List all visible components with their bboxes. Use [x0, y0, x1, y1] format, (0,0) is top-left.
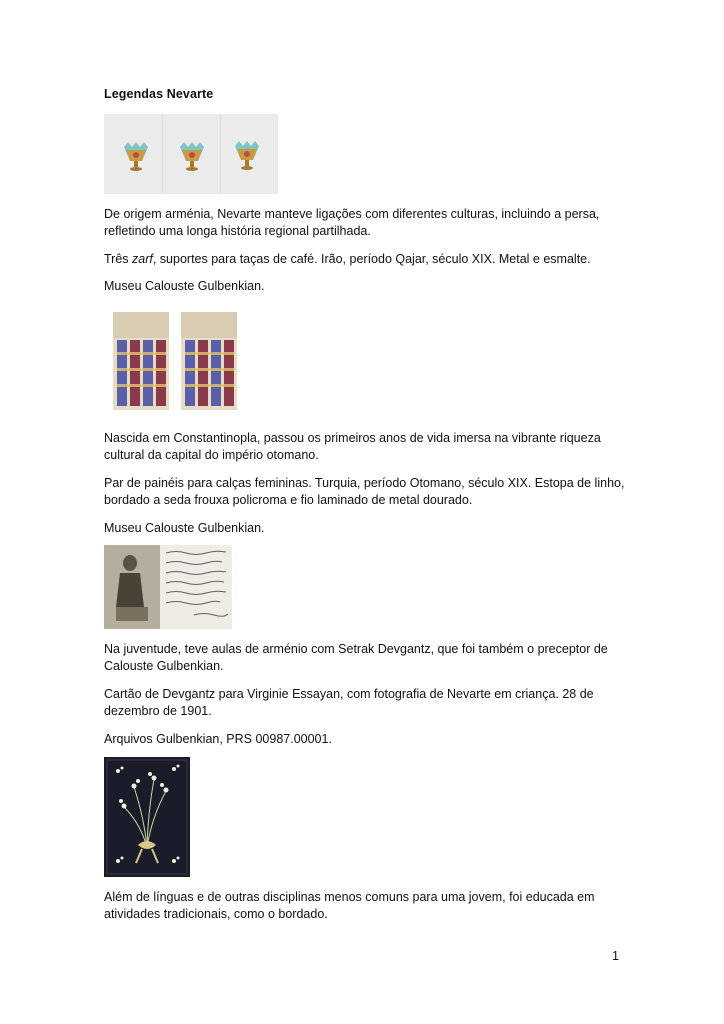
caption-text: Três [104, 252, 133, 266]
postcard-illustration [104, 545, 232, 629]
caption-text: , suportes para taças de café. Irão, período Qajar, século XIX. Metal e esmalte. [152, 252, 591, 266]
three-zarf-photo [104, 114, 278, 194]
zarf-illustration [104, 114, 278, 194]
section-3-paragraph-3: Arquivos Gulbenkian, PRS 00987.00001. [104, 732, 332, 746]
section-2-paragraph-3: Museu Calouste Gulbenkian. [104, 521, 265, 535]
section-3-paragraph-2: Cartão de Devgantz para Virginie Essayan, com fotografia de Nevarte em criança. 28 de dezembro de 1901. [104, 687, 594, 718]
panels-illustration [104, 308, 242, 412]
document-title: Legendas Nevarte [104, 87, 214, 101]
caption-italic-term: zarf [132, 252, 153, 266]
embroidery-illustration [104, 757, 190, 877]
section-1-paragraph-2 [104, 251, 634, 268]
section-4-paragraph-1: Além de línguas e de outras disciplinas menos comuns para uma jovem, foi educada em atividades tradicionais, como o bordado. [104, 890, 595, 921]
section-2-paragraph-2: Par de painéis para calças femininas. Turquia, período Otomano, século XIX. Estopa de linho, bordado a seda frouxa policroma e fio laminado de metal dourado. [104, 476, 625, 507]
section-2-paragraph-1: Nascida em Constantinopla, passou os primeiros anos de vida imersa na vibrante riqueza cultural da capital do império otomano. [104, 431, 601, 462]
embroidery-photo [104, 757, 190, 877]
postcard-photo [104, 545, 232, 629]
page-number: 1 [612, 949, 619, 963]
section-1-paragraph-1: De origem arménia, Nevarte manteve ligações com diferentes culturas, incluindo a persa, refletindo uma longa história regional partilhada. [104, 207, 600, 238]
section-1-paragraph-3: Museu Calouste Gulbenkian. [104, 279, 265, 293]
embroidered-panels-photo [104, 308, 242, 412]
section-3-paragraph-1: Na juventude, teve aulas de arménio com Setrak Devgantz, que foi também o preceptor de Calouste Gulbenkian. [104, 642, 608, 673]
